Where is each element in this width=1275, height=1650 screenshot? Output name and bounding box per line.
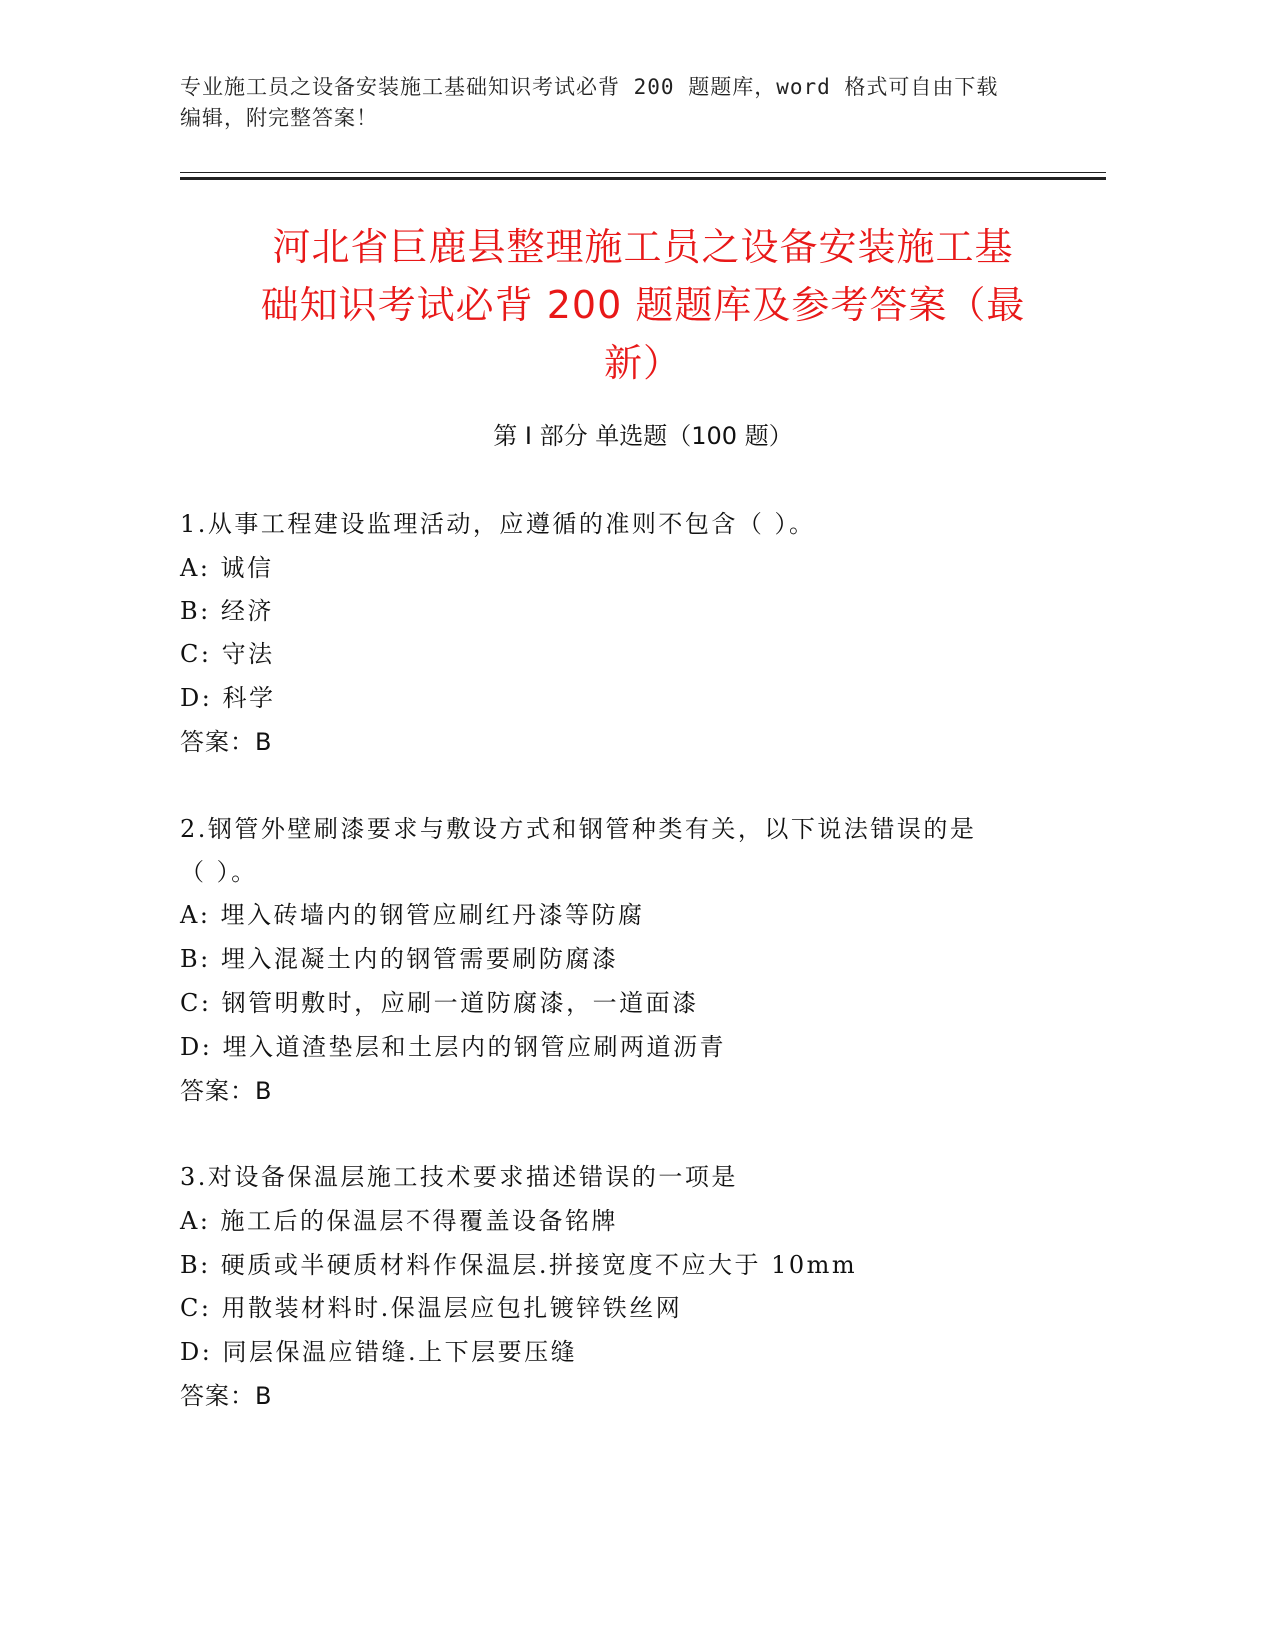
document-title-line-3: 新） [603,341,682,385]
question-3-option-a: A: 施工后的保温层不得覆盖设备铭牌 [180,1207,619,1235]
question-1-answer: 答案：B [180,728,273,756]
header-note [180,72,1100,134]
header-note-line-1: 专业施工员之设备安装施工基础知识考试必背 200 题题库，word 格式可自由下载 [180,75,999,99]
question-3-option-d: D: 同层保温应错缝.上下层要压缝 [180,1338,578,1366]
question-3-option-c: C: 用散装材料时.保温层应包扎镀锌铁丝网 [180,1294,683,1322]
question-2-answer: 答案：B [180,1077,273,1105]
question-2-stem-continued: （ ）。 [180,858,258,886]
header-note-line-2: 编辑，附完整答案！ [180,106,378,130]
question-1-option-d: D: 科学 [180,684,276,712]
document-title-line-2: 础知识考试必背 200 题题库及参考答案（最 [260,283,1026,327]
document-title [180,218,1106,392]
header-divider-thin [180,172,1106,173]
question-2-option-a: A: 埋入砖墙内的钢管应刷红丹漆等防腐 [180,901,645,929]
question-1-stem: 1.从事工程建设监理活动，应遵循的准则不包含（ ）。 [180,510,816,538]
header-divider-thick [180,177,1106,180]
question-2-option-b: B: 埋入混凝土内的钢管需要刷防腐漆 [180,945,619,973]
question-3-stem: 3.对设备保温层施工技术要求描述错误的一项是 [180,1163,738,1191]
question-3-answer: 答案：B [180,1382,273,1410]
question-1-option-c: C: 守法 [180,640,275,668]
question-1-option-b: B: 经济 [180,597,274,625]
section-heading: 第 I 部分 单选题（100 题） [493,422,793,450]
question-2-option-c: C: 钢管明敷时，应刷一道防腐漆，一道面漆 [180,989,699,1017]
question-2-stem: 2.钢管外壁刷漆要求与敷设方式和钢管种类有关，以下说法错误的是 [180,815,977,843]
question-2-option-d: D: 埋入道渣垫层和土层内的钢管应刷两道沥青 [180,1033,726,1061]
document-title-line-1: 河北省巨鹿县整理施工员之设备安装施工基 [272,225,1014,269]
question-3-option-b: B: 硬质或半硬质材料作保温层.拼接宽度不应大于 10mm [180,1251,858,1279]
question-1-option-a: A: 诚信 [180,554,274,582]
